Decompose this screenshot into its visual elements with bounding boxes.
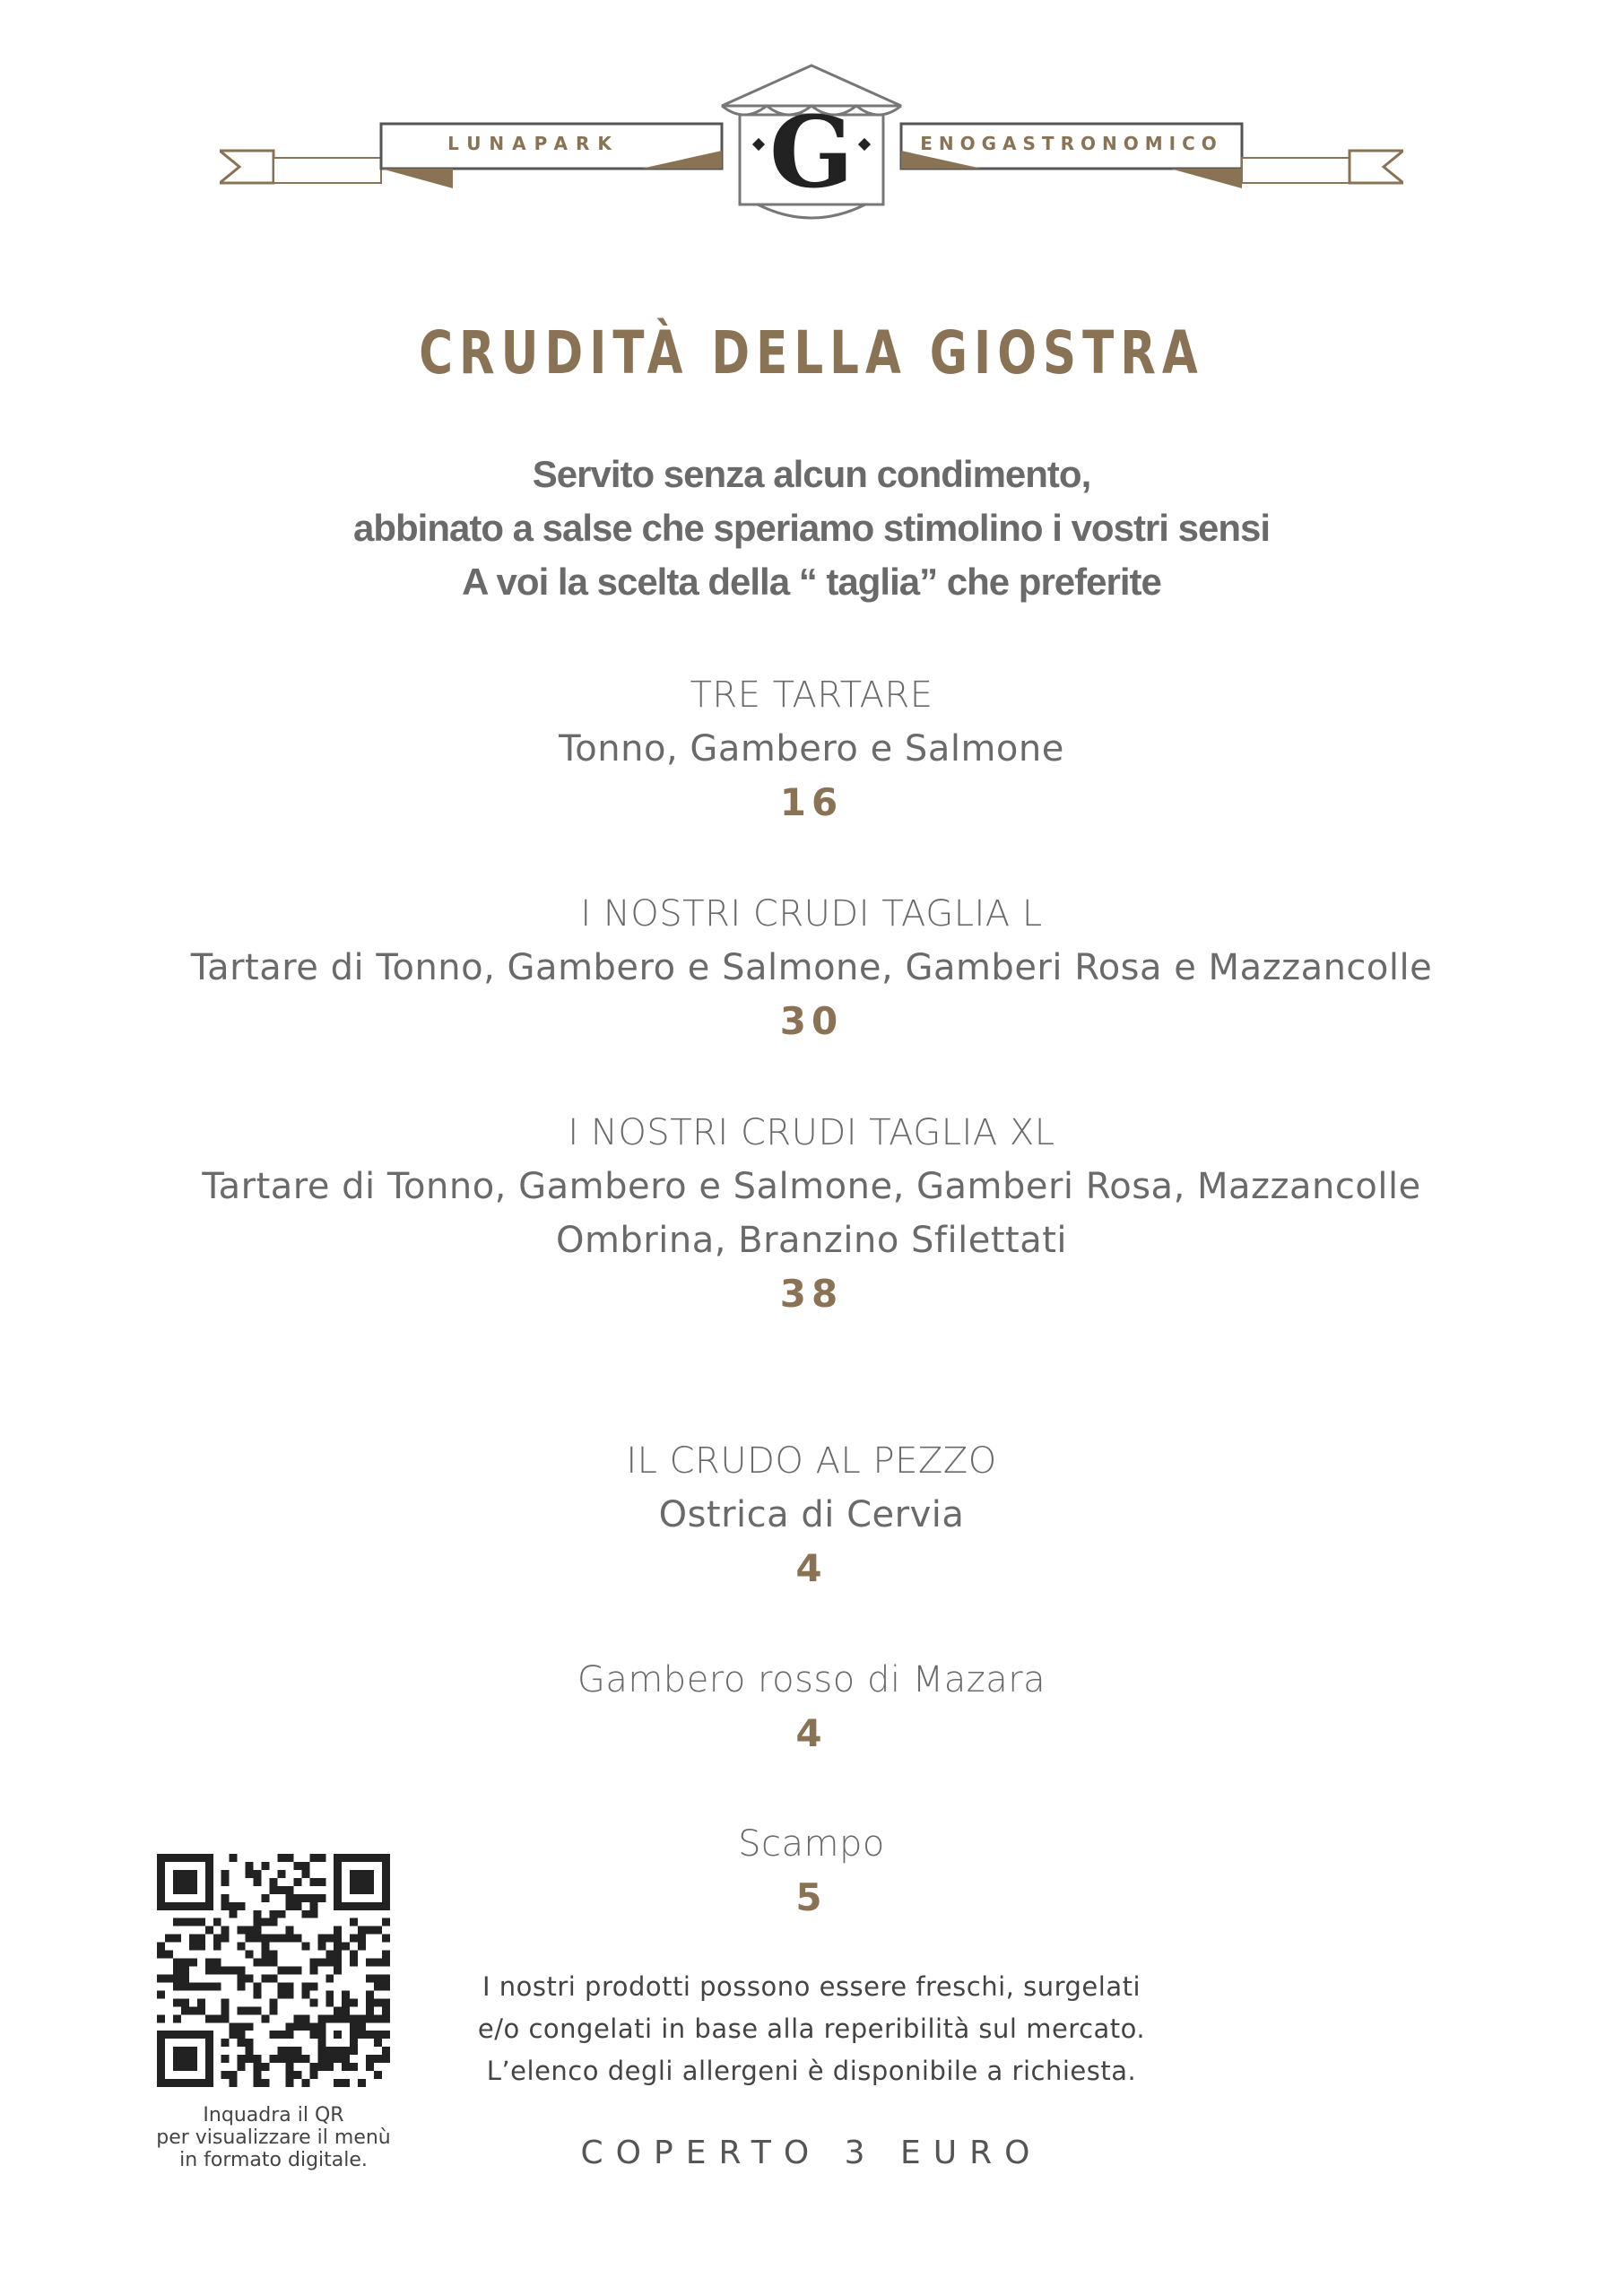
intro-line-2: abbinato a salse che speriamo stimolino i vostri sensi [352, 507, 1271, 549]
intro-line-3: A voi la scelta della “ taglia” che preferite [462, 561, 1161, 603]
logo-g-letter: G [769, 94, 854, 210]
menu-item-desc: Tartare di Tonno, Gambero e Salmone, Gamberi Rosa, Mazzancolle [202, 1166, 1421, 1207]
menu-item-name: IL CRUDO AL PEZZO [626, 1440, 997, 1482]
qr-caption-line-1: Inquadra il QR [203, 2104, 344, 2126]
menu-item-price: 16 [779, 780, 844, 824]
qr-caption-line-3: in formato digitale. [179, 2149, 368, 2171]
menu-item-desc: Ostrica di Cervia [658, 1494, 965, 1535]
qr-code-icon[interactable] [157, 1854, 390, 2087]
page-title: CRUDITÀ DELLA GIOSTRA [419, 318, 1204, 387]
menu-item-price: 4 [795, 1546, 828, 1590]
cover-charge: COPERTO 3 EURO [580, 2135, 1043, 2171]
menu-item-price: 30 [779, 999, 844, 1043]
menu-item-name: TRE TARTARE [690, 674, 933, 716]
menu-item-price: 5 [795, 1875, 828, 1919]
menu-item-price: 38 [779, 1272, 844, 1316]
menu-item-name: I NOSTRI CRUDI TAGLIA L [580, 893, 1043, 935]
menu-item-name: I NOSTRI CRUDI TAGLIA XL [568, 1112, 1055, 1153]
notice-line-2: e/o congelati in base alla reperibilità sul mercato. [477, 2013, 1146, 2044]
menu-item-desc: Ombrina, Branzino Sfilettati [555, 1220, 1068, 1261]
intro-line-1: Servito senza alcun condimento, [532, 453, 1091, 495]
notice-line-1: I nostri prodotti possono essere freschi, surgelati [482, 1971, 1141, 2002]
menu-item-price: 4 [795, 1711, 828, 1755]
qr-caption-line-2: per visualizzare il menù [156, 2126, 391, 2149]
menu-item-desc: Tonno, Gambero e Salmone [559, 728, 1064, 770]
menu-item-name: Gambero rosso di Mazara [577, 1659, 1046, 1700]
banner-right-text: ENOGASTRONOMICO [920, 133, 1223, 154]
banner-left-text: LUNAPARK [447, 133, 620, 154]
menu-item-name: Scampo [738, 1823, 885, 1865]
notice-line-3: L’elenco degli allergeni è disponibile a richiesta. [486, 2056, 1137, 2086]
menu-item-desc: Tartare di Tonno, Gambero e Salmone, Gamberi Rosa e Mazzancolle [190, 947, 1433, 988]
